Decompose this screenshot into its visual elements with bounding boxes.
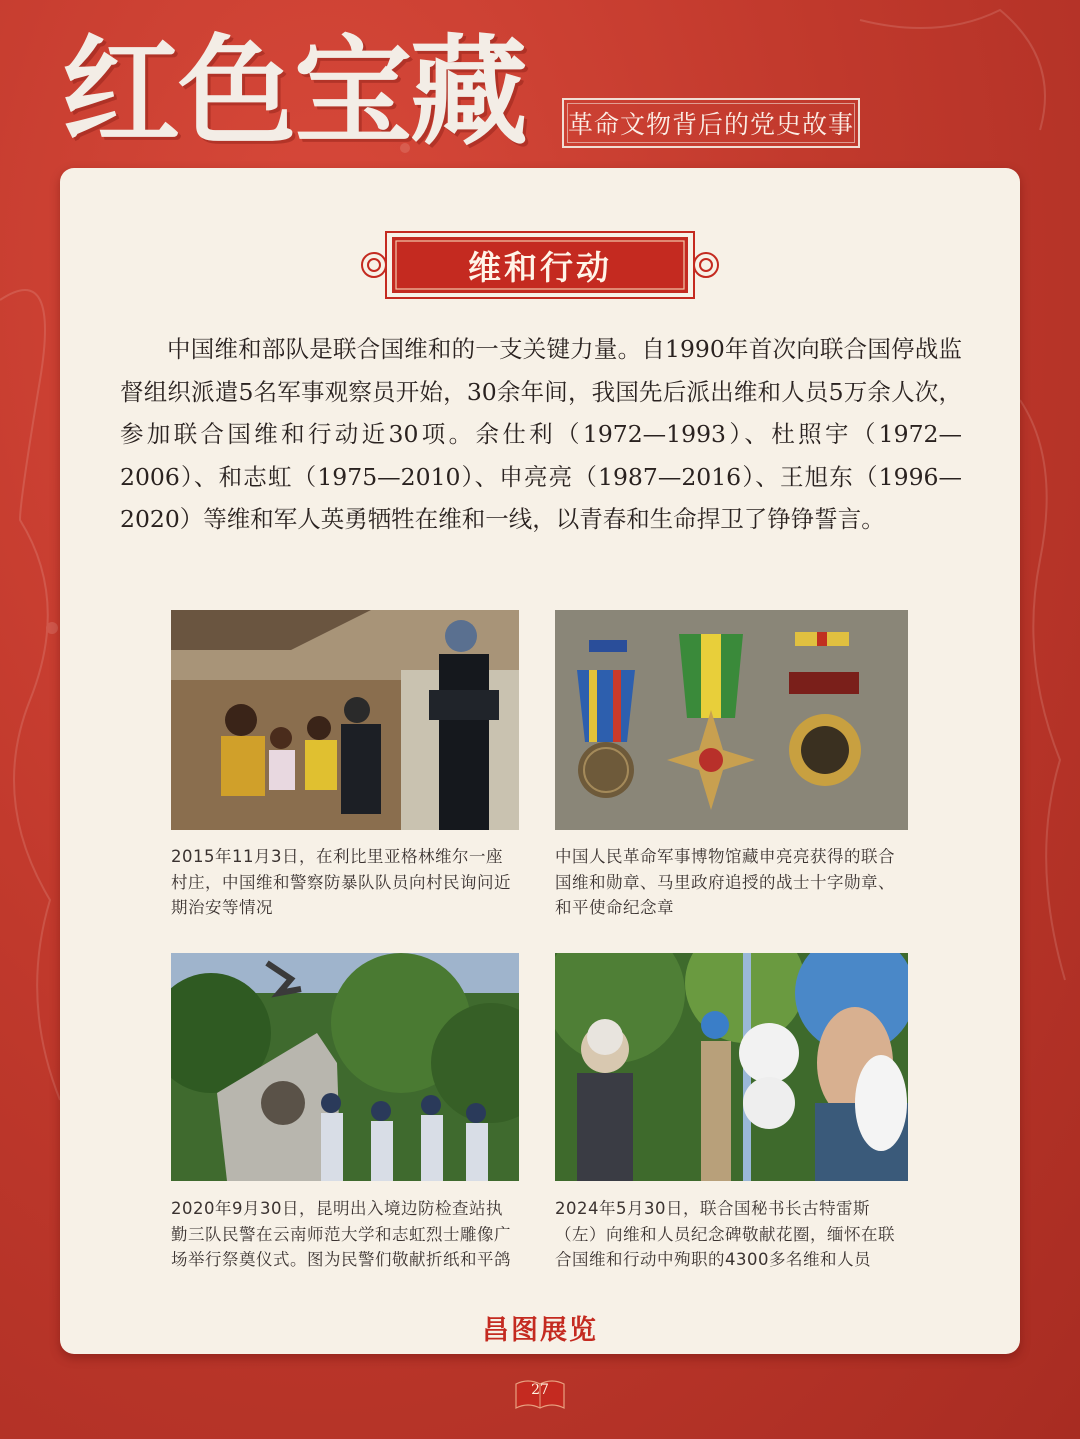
photo-caption-2: 中国人民革命军事博物馆藏申亮亮获得的联合国维和勋章、马里政府追授的战士十字勋章、和平使命纪念章 xyxy=(555,847,895,917)
masthead-subtitle-box xyxy=(562,98,860,148)
photo-medals xyxy=(555,610,908,830)
section-banner xyxy=(360,228,720,302)
photo-caption-3: 2020年9月30日，昆明出入境边防检查站执勤三队民警在云南师范大学和志虹烈士雕像广场举行祭奠仪式。图为民警们敬献折纸和平鸽 xyxy=(171,1199,511,1269)
photo-village-patrol xyxy=(171,610,519,830)
photo-caption-4: 2024年5月30日，联合国秘书长古特雷斯（左）向维和人员纪念碑敬献花圈，缅怀在联合国维和行动中殉职的4300多名维和人员 xyxy=(555,1199,895,1269)
page-number: 27 xyxy=(531,1382,549,1398)
masthead-subtitle: 革命文物背后的党史故事 xyxy=(567,110,854,139)
photo-caption-1: 2015年11月3日，在利比里亚格林维尔一座村庄，中国维和警察防暴队队员向村民询问近期治安等情况 xyxy=(171,847,511,917)
body-paragraph: 中国维和部队是联合国维和的一支关键力量。自1990年首次向联合国停战监督组织派遣5名军事观察员开始，30余年间，我国先后派出维和人员5万余人次，参加联合国维和行动近30项。余仕利（1972—1993）、杜照宇（1972—2006）、和志虹（1975—2010）、申亮亮（1987—2016）、王旭东（1996—2020）等维和军人英勇牺牲在维和一线，以青春和生命捍卫了铮铮誓言。 xyxy=(120,335,962,533)
photo-un-wreath-laying xyxy=(555,953,908,1181)
content-panel xyxy=(60,168,1020,1354)
section-title: 维和行动 xyxy=(468,247,612,287)
masthead-title: 红色宝藏 xyxy=(62,23,527,161)
photo-memorial-ceremony xyxy=(171,953,519,1181)
page-number-badge xyxy=(512,1376,568,1414)
footer-brand: 昌图展览 xyxy=(482,1315,598,1346)
